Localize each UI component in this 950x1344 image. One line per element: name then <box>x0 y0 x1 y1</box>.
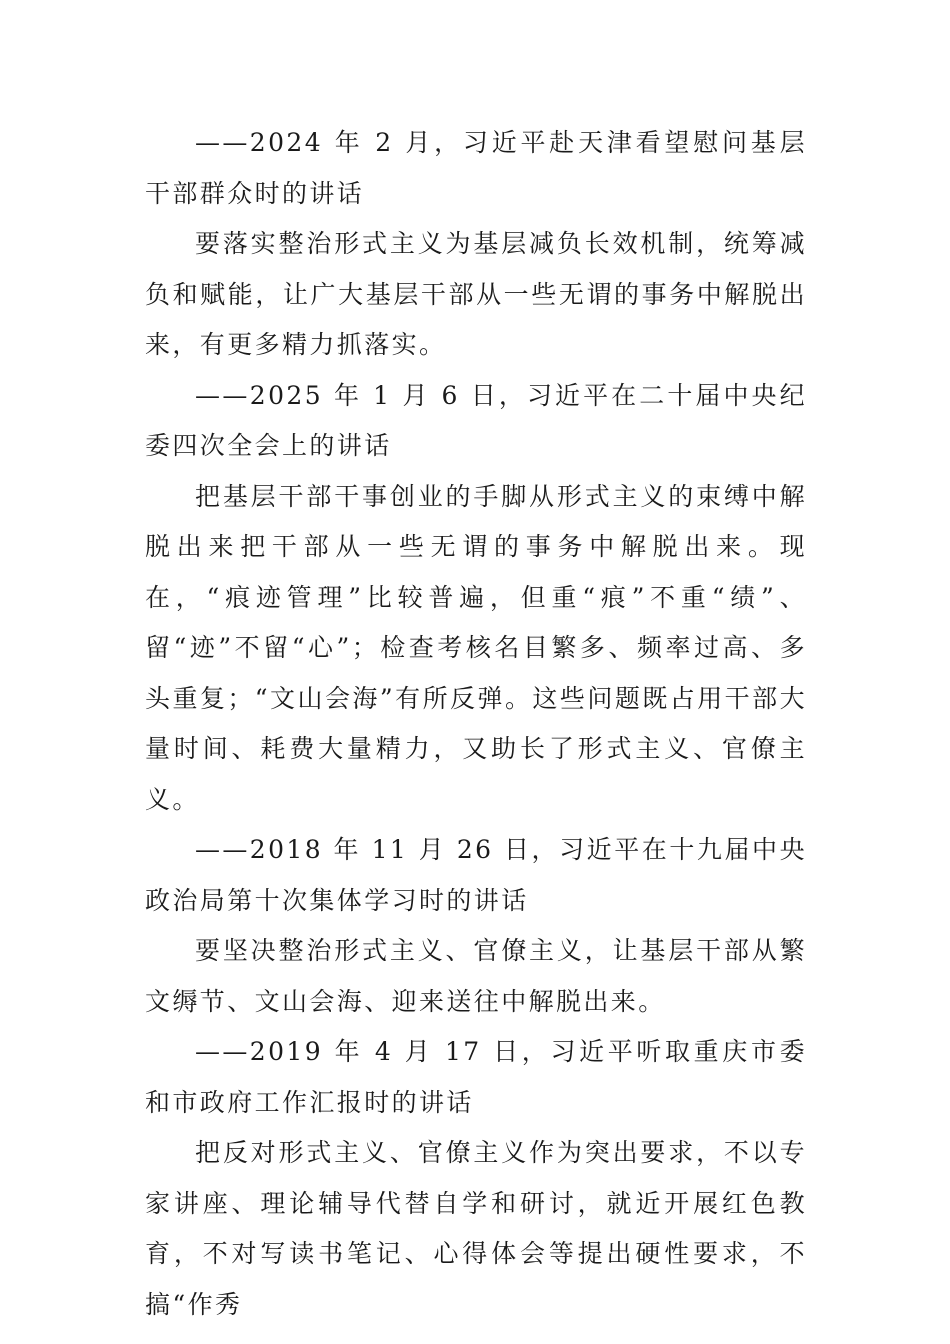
speech-quote: 要坚决整治形式主义、官僚主义，让基层干部从繁文缛节、文山会海、迎来送往中解脱出来。 <box>145 936 807 1016</box>
speech-source: ——2024 年 2 月，习近平赴天津看望慰问基层干部群众时的讲话 <box>145 128 807 208</box>
speech-quote: 把基层干部干事创业的手脚从形式主义的束缚中解脱出来把干部从一些无谓的事务中解脱出来。现在，“痕迹管理”比较普遍，但重“痕”不重“绩”、留“迹”不留“心”；检查考核名目繁多、频率过高、多头重复；“文山会海”有所反弹。这些问题既占用干部大量时间、耗费大量精力，又助长了形式主义、官僚主义。 <box>145 481 807 814</box>
speech-quote: 把反对形式主义、官僚主义作为突出要求，不以专家讲座、理论辅导代替自学和研讨，就近开展红色教育，不对写读书笔记、心得体会等提出硬性要求，不搞“作秀 <box>145 1138 807 1319</box>
speech-quote: 要落实整治形式主义为基层减负长效机制，统筹减负和赋能，让广大基层干部从一些无谓的事务中解脱出来，有更多精力抓落实。 <box>145 229 807 359</box>
document-body <box>145 118 807 1330</box>
speech-source: ——2019 年 4 月 17 日，习近平听取重庆市委和市政府工作汇报时的讲话 <box>145 1037 807 1117</box>
speech-source: ——2025 年 1 月 6 日，习近平在二十届中央纪委四次全会上的讲话 <box>145 380 807 460</box>
speech-source: ——2018 年 11 月 26 日，习近平在十九届中央政治局第十次集体学习时的讲话 <box>145 835 807 915</box>
